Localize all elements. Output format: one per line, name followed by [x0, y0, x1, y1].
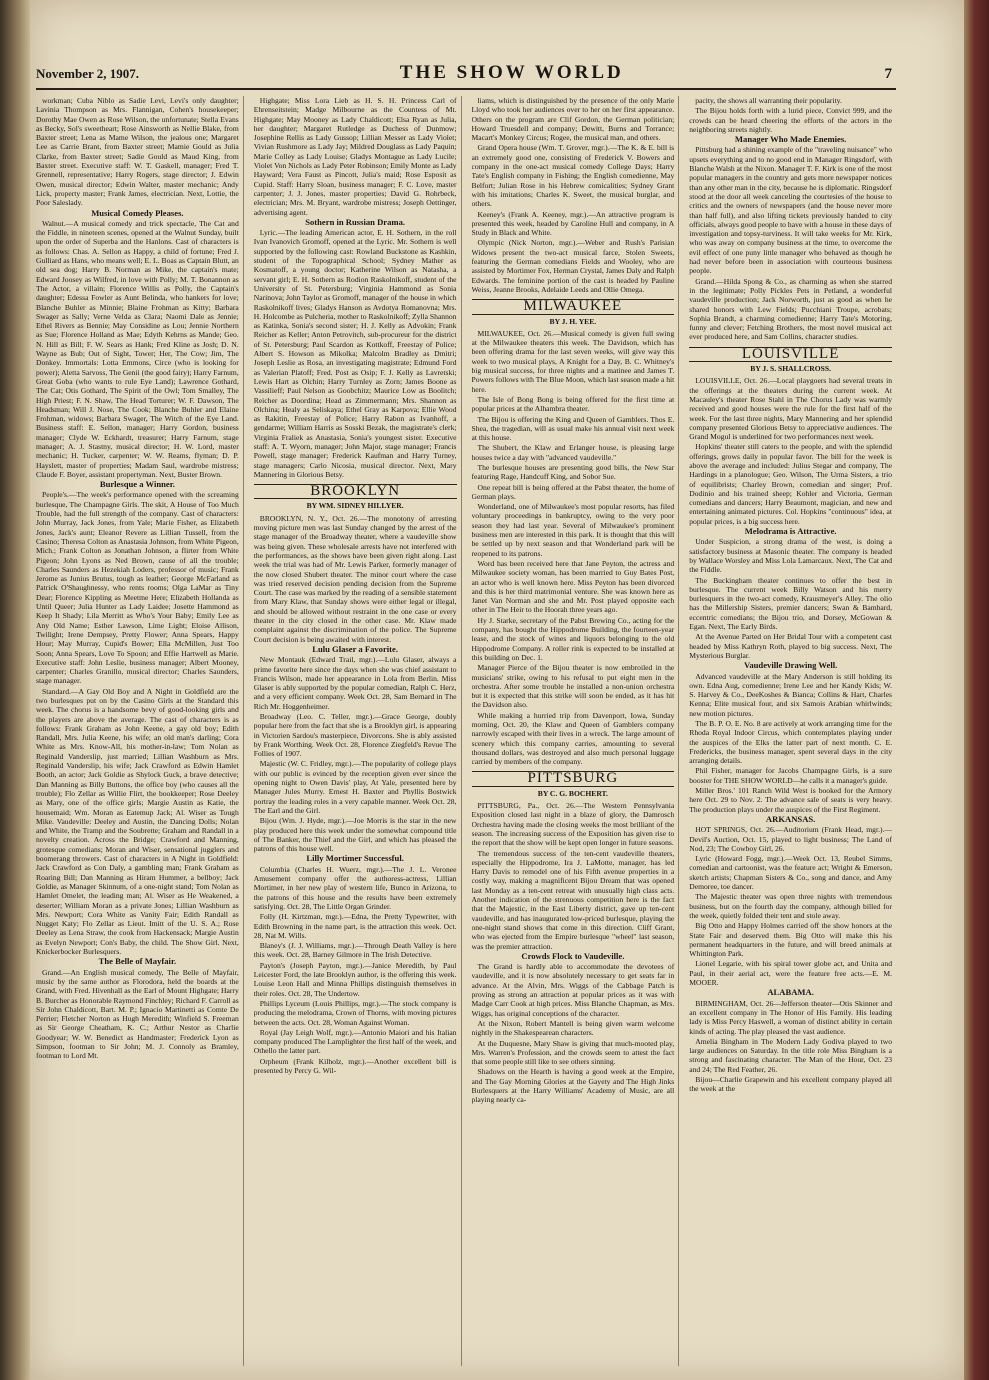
newspaper-page: [30, 0, 964, 1380]
page-number: 7: [884, 66, 892, 82]
byline: BY J. H. YEE.: [549, 316, 597, 326]
paragraph: Phil Fisher, manager for Jacobs Champagne Girls, is a sure booster for THE SHOW WORLD—he calls it a manager's guide.: [689, 766, 892, 785]
paragraph: pacity, the shows all warranting their popularity.: [695, 96, 842, 105]
paragraph: The Isle of Bong Bong is being offered for the first time at popular prices at the Alhambra theater.: [471, 394, 675, 414]
column-1: [36, 96, 244, 1366]
paper-title: THE SHOW WORLD: [399, 62, 624, 83]
subheading: Burlesque a Winner.: [99, 479, 175, 490]
paragraph: Royal (Jay Leigh Wolf, mgr.).—Antonio Maiori and his Italian company produced The Lamplighter the first half of the week, and Othello the latter part.: [253, 1027, 457, 1056]
paragraph: Bijou (Wm. J. Hyde, mgr.).—Joe Morris is the star in the new play produced here this week under the somewhat compound title of The Banker, the Thief and the Girl, and which has pleased the patrons of this house well.: [253, 816, 457, 854]
paragraph: BIRMINGHAM, Oct. 26—Jefferson theater—Otis Skinner and an excellent company in The Honor of His Family. His leading lady is Miss Percy Haswell, a woman of distinct ability in certain kinds of acting. The play pleased the vast audience.: [689, 998, 892, 1036]
paragraph: Bijou—Charlie Grapewin and his excellent company played all the week at the: [689, 1074, 892, 1094]
paragraph: Lyric (Howard Fogg, mgr.).—Week Oct. 13, Reubel Simms, comedian and cartoonist, was the feature act; Wright & Emerson, sketch artists; Chapman Sisters & Co., song and dance, and Amy Demoree, toe dancer.: [689, 854, 892, 892]
subheading: Melodrama is Attractive.: [744, 526, 837, 537]
paragraph: The Grand is hardly able to accommodate the devotees of vaudeville, and it is now absolutely necessary to get seats far in advance. At the Alvin, Mrs. Wiggs of the Cabbage Patch is proving as strong an attraction at popular prices as it was with Madge Carr Cook at high prices. Miss Blanche Chapman, as Mrs. Wiggs, has original conceptions of the character.: [471, 962, 675, 1018]
paragraph: Majestic (W. C. Fridley, mgr.).—The popularity of college plays with our public is evinced by the reception given ever since the opening night to Owen Davis' play, At Yale, presented here by Manager Jules Murry. Ernest H. Baxter and Phyllis Bostwick portray the leading roles in a very capable manner. Week Oct. 28, The Earl and the Girl.: [253, 759, 457, 815]
paragraph: Orpheum (Frank Kilholz, mgr.).—Another excellent bill is presented by Percy G. Wil-: [253, 1056, 457, 1075]
paragraph: At the Avenue Parted on Her Bridal Tour with a competent cast headed by Miss Kathryn Roth, played to big success. Next, The Mysterious Burglar.: [689, 632, 892, 660]
subheading: Vaudeville Drawing Well.: [743, 660, 838, 671]
book-spine: [0, 0, 30, 1380]
section-heading-milwaukee: MILWAUKEE: [472, 299, 675, 314]
byline: BY J. S. SHALLCROSS.: [750, 364, 831, 374]
article-columns: [36, 96, 896, 1366]
paragraph: Lionel Legarie, with his spiral tower globe act, and Unita and Paul, in their aerial act, were the feature free acts.—E. M. MOOER.: [689, 959, 892, 988]
subheading: Musical Comedy Pleases.: [91, 207, 184, 218]
paragraph: One repeat bill is being offered at the Pabst theater, the home of German plays.: [471, 482, 675, 501]
paragraph: The Bijou is offering the King and Queen of Gamblers. Thos E. Shea, the tragedian, will as usual make his annual visit next week at this house.: [471, 414, 675, 443]
paragraph: The Bijou holds forth with a lurid piece, Convict 999, and the crowds can be heard cheering the efforts of the actors in the neighboring streets nightly.: [689, 106, 892, 134]
paragraph: People's.—The week's performance opened with the screaming burlesque, The Champagne Girls. The skit, A House of Too Much Trouble, had the full strength of the company. Cast of characters: John Murray, Jack Jones, from Yale; Marie Fisher, as Elizabeth Jones, Jack's aunt; Eleanor Revere as Lillian Tussell, from the Casino; Theresa Colton as Anastasia Johnson, from White Pigeon, Mich.; Frank Colton as Jonathan Johnson, a flirter from White Pigeon; John Lyons as Ned Brown, cause of all the trouble; Charles Saunders as Hezekiah Loders, professor of music; Frank Jerome as Junius Brutus, tough as leather; George McFarland as Patrick O'Shaughnessy, who rents rooms; Olga LaMar as Tiny Dear; Florence Kippling as Meetme Here; Elizabeth Hollanda as Until Queer; Julia Hunter as Lady Laidee; Josette Hammond as Keep It Shady; Lila Merritt as Who's Your Baby; Emily Lee as Any Old Name; Esther Lawson, Lime Light; Eloise Allison, Twilight; Irene Dempsey, Pretty Flower; Anna Spears, Happy Hour; May Murray, Cupid's Bower; Ella McMillen, Just Too Soon; Anna Spears, Love To Spoon; and Effie Hartwell as Marie. Executive staff: John Leslie, business manager; Albert Mooney, carpenter; Charles Granillo, musical director; Charles Saunders, stage manager.: [36, 490, 239, 686]
column-2: [254, 96, 462, 1366]
paragraph: Payton's (Joseph Payton, mgr.).—Janice Meredith, by Paul Leicester Ford, the late Brooklyn author, is the offering this week. Louise Leon Hall and Minna Phillips distinguish themselves in their roles. Oct. 28, The Undertow.: [253, 960, 457, 998]
subheading: Lulu Glaser a Favorite.: [312, 643, 399, 654]
paragraph: LOUISVILLE, Oct. 26.—Local playgoers had several treats in the offerings at the theaters during the current week. At Macauley's theater Rose Stahl in The Chorus Lady was warmly received and good houses were the rule for the first half of the week. For the last three nights, Mary Mannering and her splendid company presented Glorious Betsy to appreciative audiences. The Grand Mogul is underlined for two performances next week.: [689, 376, 892, 442]
paragraph: Keeney's (Frank A. Keeney, mgr.).—An attractive program is presented this week, headed by Caroline Hull and company, in A Study in Black and White.: [471, 209, 675, 238]
paragraph: Advanced vaudeville at the Mary Anderson is still holding its own. Edna Aug, comedienne; Irene Lee and her Kandy Kids; W. S. Harvey & Co., DeeKoshes & Bianca; Collins & Hart, Charles Kenna; Elite musical four, and six Samois Arabian whirlwinds; new motion pictures.: [689, 671, 892, 718]
paragraph: Grand.—Hilda Spong & Co., as charming as when she starred in the legitimate; Polly Pickles Pets in Petland, a wonderful vaudeville production; Jack Norworth, just as good as when he shared honors with Lew Fields; Pucchiani Troupe, acrobats; Sophia Brandt, a charming comedienne; Harry Tate's Motoring, funny and clever; Fetching Brothers, the most novel musical act ever produced here, and Sam Collins, character studies.: [689, 276, 892, 342]
paragraph: Standard.—A Gay Old Boy and A Night in Goldfield are the two burlesques put on by the Casino Girls at the Standard this week. The chorus is a handsome bevy of good-looking girls and the players are above the average. The cast of characters is as follows: Frank Graham as John Keene, a gay old boy; Edith Randall, Mrs. Julia Keene, his wife; an old man's darling; Cora White as Mrs. Know-All, his mother-in-law; Tom Nolan as Reginald Vanderslip, just married; Lillian Washburn as Mrs. Reginald Vanderslip, his wife; Jack Crawford as Edwin Hamlet Booth, an actor; Jack Goldie as Shylock Guck, a brave detective; Dan Manning as Billy Buttons, the office boy (who causes all the trouble); Flo Zellar as Willie Flirt, the bookkeeper; Rose Deeley as Mary, one of the office girls; Margie Austin as Katie, the housemaid; Wm. Moran as Eatemup Jack; Al. Wiser as Tough Mike. Vaudeville: Deeley and Austin, the Dancing Dolls; Nolan and White, the Tramp and the Soubrette; Graham and Randall in a novelty creation. Across the Bridge; Crawford and Manning, grotesque comedians; Moran and Wiser, sensational jugglers and boomerang throwers. Cast of characters in A Night in Goldfield: Jack Crawford as Con Daly, a gambling man; Frank Graham as Roaring Bill; Dan Manning as Hiram Hummer, a bellboy; Jack Goldie, as Manager Skinnum, of a one-night stand; Tom Nolan as Hamlet Omelet, the leading man; Al. Wiser as He Weakened, a deserter; William Moran as a private Jones; Lillian Washburn as Mrs. Newport; Cora White as Vanity Fair; Edith Randall as Nugget Katy; Flo Zellar as Lieut. Imitt of the U. S. A.; Rose Deeley as Lena Straw, the cook from Hackensack; Margie Austin as Evelyn Newport; Con's Baby, the child. The Show Girl. Next, Knickerbocker Burlesquers.: [36, 686, 239, 957]
paragraph: MILWAUKEE, Oct. 26.—Musical comedy is given full swing at the Milwaukee theaters this week. The Davidson, which has been offering drama for the last seven weeks, will give way this week to two musical plays, A Knight for a Day, B. C. Whitney's big musical success, for three nights and a matinee and James T. Powers follows with The Blue Moon, which last season made a hit here.: [471, 328, 675, 394]
subheading: The Belle of Mayfair.: [98, 956, 177, 967]
paragraph: Wonderland, one of Milwaukee's most popular resorts, has filed voluntary proceedings in bankruptcy, owing to the very poor season they had last year. Several of Milwaukee's prominent business men are interested in this park. It is thought that this will be settled up by next season and that Wonderland park will be reopened to its patrons.: [471, 502, 675, 558]
paragraph: Big Otto and Happy Holmes carried off the show honors at the State Fair and deserved them. Big Otto will make this his permanent headquarters in the future, and will breed animals at Whittington Park.: [689, 921, 892, 959]
paragraph: Grand Opera house (Wm. T. Grover, mgr.).—The K. & E. bill is an extremely good one, consisting of Frederick V. Bowers and company in the one-act musical comedy College Days; Harry Tate's English company in Fishing; the English comedienne, May Belfort; Julian Rose in his Hebrew comicalities; Sydney Grant with his imitations; Charles K. Sweet, the musical burglar, and others.: [471, 143, 675, 209]
paragraph: At the Duquesne, Mary Shaw is giving that much-mooted play, Mrs. Warren's Profession, and the crowds seem to attest the fact that some people still like to see others sinning.: [471, 1038, 675, 1067]
paragraph: At the Nixon, Robert Mantell is being given warm welcome nightly in the Shakespearean characters.: [471, 1018, 675, 1038]
subheading: Sothern in Russian Drama.: [305, 216, 406, 227]
paragraph: BROOKLYN, N. Y., Oct. 26.—The monotony of arresting moving picture men was last Sunday changed by the arrest of the stage manager of the Broadway theater, where a vaudeville show was being given. These wholesale arrests have not interfered with the performances, as the shows have been given right along. Last week the trial was had of Mr. Lewis Parker, formerly manager of the now closed Shubert theater. The minor court where the case was tried reserved decision pending decision from the Supreme Court. The case was marked by the reading of a sensible statement from Mary Klaw, that Sunday shows were either legal or illegal, and should be allowed without restraint in the one case or every theater in the city closed in the other case. Mr. Klaw made complaint against the discrimination of the police. The Supreme Court decision is being awaited with interest.: [253, 513, 457, 644]
paragraph: Folly (H. Kirtzman, mgr.).—Edna, the Pretty Typewriter, with Edith Browning in the name part, is the attraction this week. Oct. 28, Nat M. Wills.: [253, 912, 457, 940]
paragraph: Pittsburg had a shining example of the "traveling nuisance" who upsets everything and to no good end in Manager Ringsdorf, with Blanche Walsh at the Nixon. Manager T. F. Kirk is one of the most popular managers in the country and gets more newspaper notices than any other man in the city, because he is diplomatic. Ringsdorf stood at the door all week canceling the courtesies of the house to critics and the owners of newspapers (and the house never more than half full), and also lifting tickets previously handed to city officials, always good people to have with a house in these days of investigation and topsy-turviness. It will take weeks for Mr. Kirk, who was away on company business at the time, to overcome the evil effect of one puny little manager who behaved as though he had never before been in association with courteous business people.: [689, 145, 892, 276]
paragraph: The Buckingham theater continues to offer the best in burlesque. The current week Billy Watson and his merry burlesquers in the two-act comedy, Krausmeyer's Alley. The olio has the Millership Sisters, premier dancers; Swan & Bambard, eccentric comedians; the Bijou trio, and Dorsey, McGowan & Egan. Next, The Early Birds.: [689, 575, 892, 632]
paragraph: Broadway (Leo. C. Teller, mgr.).—Grace George, doubly popular here from the fact that she is a Brooklyn girl, is appearing in Victorien Sardou's masterpiece, Divorcons. She is ably assisted by Frank Worthing. Week Oct. 28, Florence Ziegfeld's Revue The Follies of 1907.: [253, 712, 457, 759]
paragraph: The Shubert, the Klaw and Erlanger house, is pleasing large houses twice a day with "advanced vaudeville.": [471, 443, 675, 462]
paragraph: The tremendous success of the ten-cent vaudeville theaters, especially the Hippodrome, Ira J. LaMotte, manager, has led Harry Davis to remodel one of his Fifth avenue properties in a costly way, making a magnificent Bijou Dream that was opened last Monday as a ten-cent retreat with unusually high class acts. Another indication of the strenuous competition here is the fact that the Majestic, in the East Liberty district, gave up ten-cent vaudeville, and has inaugurated low-priced burlesque, playing the one-night stand shows that come in this direction. Cliff Grant, who was ejected from the Empire burlesque "wheel" last season, was the premier attraction.: [471, 848, 675, 951]
byline: BY C. G. BOCHERT.: [537, 788, 608, 798]
section-heading-pittsburg: PITTSBURG: [472, 771, 675, 786]
paragraph: Manager Pierce of the Bijou theater is now embroiled in the musicians' strike, owing to his refusal to put eight men in the orchestra. After some trouble he installed a non-union orchestra but it is expected that this strike will soon be ended, as it has hit the Davidson also.: [471, 663, 675, 710]
paragraph: The Majestic theater was open three nights with tremendous business, but on the fourth day the company, although billed for the week, quietly folded their tent and stole away.: [689, 892, 892, 920]
paragraph: Blaney's (J. J. Williams, mgr.).—Through Death Valley is here this week. Oct. 28, Barney Gilmore in The Irish Detective.: [253, 941, 457, 960]
paragraph: The B. P. O. E. No. 8 are actively at work arranging time for the Rhoda Royal Indoor Circus, which contemplates playing under the auspices of the Elks the latter part of next month. C. E. Fredericks, the business manager, spent several days in the city arranging details.: [689, 719, 892, 766]
subheading: Lilly Mortimer Successful.: [306, 853, 404, 864]
paragraph: liams, which is distinguished by the presence of the only Marie Lloyd who took her audiences over to her on her first appearance. Others on the program are Clif Gordon, the German politician; Howard Truesdell and company; Dewitt, Burns and Torrance; Macart's Monkey Circus; Rogee, the musical man, and others.: [471, 96, 675, 143]
issue-date: November 2, 1907.: [36, 66, 140, 81]
paragraph: Hopkins' theater still caters to the people, and with the splendid offerings, grows daily in popular favor. The bill for the week is above the average and included: Julius Stegar and company, The Hardings in a planologue; Geo. Wilson, The Urma Sisters, a trio of equilibrists; Charley Brown, comedian and singer; Prof. Dodinio and his trained sheep; Kohler and Victoria, German comedians and dancers; Harry Beaumont, magician, and new and entertaining animated pictures. Col. Hopkins "continuous" idea, at popular prices, is a big success here.: [689, 442, 892, 526]
paragraph: Grand.—An English musical comedy, The Belle of Mayfair, music by the same author as Florodora, held the boards at the Grand, with Fred. Hivenhall as the Earl of Mount Highgate; Harry B. Burcher as Honorable Raymond Finchley; Richard F. Carroll as Sir John Chaldicott, Bart. M. P.; Ignacio Martinetti as Comte De Perrier; Fletcher Norton as Hugh Meredith; Winfield S. Freeman as Sir George Cheatham, K. C.; Arthur Nestor as Charlie Goodyear; W. W. Benedict as Handmaster; Frederick Lyon as Simpson, footman to Sir John; M. J. Connoly as Bramley, footman to Lord Mt.: [36, 967, 239, 1061]
paragraph: Word has been received here that Jane Peyton, the actress and Milwaukee society woman, has been married to Guy Bates Post, an actor who is well known here. Miss Peyton has been divorced and this is her third matrimonial venture. She was known here as Janet Van Norman and she and Mr. Post played opposite each other in The Heir to the Hoorah three years ago.: [471, 558, 675, 615]
masthead: [36, 62, 896, 90]
paragraph: Hy J. Starke, secretary of the Pabst Brewing Co., acting for the company, has bought the Hippodrome Building, the fourteen-year lease, and the stock of wines and liquors belonging to the old Hippodrome Company. A roller rink is expected to be installed at this building on Dec. 1.: [471, 615, 675, 662]
paragraph: HOT SPRINGS, Oct. 26.—Auditorium (Frank Head, mgr.).—Devil's Auction, Oct. 15, played to light business; The Land of Nod, 23; The Cowboy Girl, 26.: [689, 825, 892, 853]
paragraph: workman; Cuba Niblo as Sadie Levi, Levi's only daughter; Lavinia Thompson as Mrs. Flannigan, Cohen's housekeeper; Dorothy Mae Owen as Rose Wilson, the unfortunate; Stella Evans as Becky, Sol's sweetheart; Rose Ainsworth as Nellie Blake, from Baxter street; Lena as Mame Wilson, the jealous one; Margaret Lee as Carrie Brant, from Baxter street; Mamie Gould as Julia Clarke, from Baxter street; Sadie Gould as Maud King, from Baxter street. Executive staff: W. T. Gaskell, manager; Fred T. Grennell, representative; Harry Rogers, stage director; J. Edwin Owen, musical director; Edwin Walter, master mechanic; Andy Lick, property master; Frank James, electrician. Next, Lottie, the Poor Saleslady.: [36, 96, 239, 208]
paragraph: Shadows on the Hearth is having a good week at the Empire, and The Gay Morning Glories at the Gayety and The High Jinks Burlesquers at the Harry Williams' Academy of Music, are all playing nearly ca-: [471, 1067, 675, 1105]
paragraph: Olympic (Nick Norton, mgr.).—Weber and Rush's Parisian Widows present the two-act musical farce, Stolen Sweets, featuring the German comedians Fields and Wooley, who are assisted by Mortimer Fox, Herman Crystal, James Daly and Ralph Edwards. The feminine portion of the cast is headed by Pauline Weiss, Jeanne Brooks, Adelaide Leeds and Ollie Omega.: [471, 238, 675, 294]
paragraph: Lyric.—The leading American actor, E. H. Sothern, in the roll Ivan Ivanovich Gromoff, opened at the Lyric. Mr. Sothern is well supported by the following cast: Rowland Buckstone as Kashkin, student of the Topographical School; Sydney Mather as Kosmatoff, a young doctor; Katherine Wilson as Natasha, a servant girl; E. H. Sothern as Rodion Raskolnikoff, student of the University of St. Petersburg; Virginia Hammond as Sonia Narinova; John Taylor as Gromoff, manager of the house in which Raskolnikoff lives; Gladys Hanson as Avdotya Romanovna; Mrs. H. Holcombe as Pulcheria, mother to Raskolnikoff; Zylla Shannon as Katinka, Sonia's second sister; H. J. Kelly as Advokin; Frank Reicher as Keller; Anton Petrovitch, sub-procureur for the district of St. Petersburg; Paul Scardon as Kottkoff, Freestay of Police; Albert S. Howson as Mikolka; Malcolm Bradley as Dmitri; Joseph Leslie as Rosa, an investigating magistrate; Edmund Ford as Valerian Platoff; Fred. Post as Osip; F. J. Kelly as Lavretski; Lewis Hart as Olchin; Harry Turnley as Zorn; James Boone as Vassilieff; Paul Nelson as Goobchitz; Maurice Low as Boolitch; Reicher as Doordina; Head as Zimmermann; Mrs. Shannon as Olchina; Healy as Seliskaya; Ethel Gray as Karpova; Ellie Wood as Rakitin, Freestay of Police; Harry Rabon as Ivanhoff, a gendarme; William Harris as Sosski Bezak, the magistrate's clerk; Virginia Fraliek as Anastasia, Sonia's youngest sister. Executive staff: A. T. Wyorn, manager; John Major, stage manager; Francis Powell, stage manager; Frederick Kaufman and Harry Turney, stage managers; Carlo Nicosia, musical director. Next, Mary Mannering in Glorious Betsy.: [253, 228, 457, 479]
column-3: [472, 96, 680, 1366]
paragraph: The burlesque houses are presenting good bills, the New Star featuring Rage, Handcuff King, and Sobor Sue.: [471, 462, 675, 482]
paragraph: While making a hurried trip from Davenport, Iowa, Sunday morning, Oct. 20, the Klaw and Queen of Gamblers company narrowly escaped with their lives in a wreck. The large amount of scenery which this company carries, amounting to several thousand dollars, was destroyed and also much personal luggage carried by members of the company.: [471, 710, 675, 767]
column-4: [689, 96, 896, 1366]
subheading: Manager Who Made Enemies.: [734, 134, 847, 145]
section-heading-brooklyn: BROOKLYN: [254, 484, 457, 499]
section-heading-arkansas: ARKANSAS.: [765, 813, 816, 824]
paragraph: New Montauk (Edward Trail, mgr.).—Lulu Glaser, always a prime favorite here since the days when she was chief assistant to Francis Wilson, made her appearance in Lola from Berlin. Miss Glaser is ably supported by the popular comedian, Ralph C. Herz, and a very efficient company. Week Oct. 28, Sam Bernard in The Rich Mr. Hoggenheimer.: [253, 655, 457, 711]
subheading: Crowds Flock to Vaudeville.: [521, 950, 625, 961]
book-edge: [964, 0, 989, 1380]
paragraph: Amelia Bingham in The Modern Lady Godiva played to two large audiences on Saturday. In the title role Miss Bingham is a strong and fascinating character. The Man of the Hour, Oct. 23 and 24; The Red Feather, 26.: [689, 1036, 892, 1074]
paragraph: Phillips Lyceum (Louis Phillips, mgr.).—The stock company is producing the melodrama, Crown of Thorns, with moving pictures between the acts. Oct. 28, Woman Against Woman.: [253, 998, 457, 1027]
section-heading-louisville: LOUISVILLE: [689, 347, 892, 362]
paragraph: PITTSBURG, Pa., Oct. 26.—The Western Pennsylvania Exposition closed last night in a blaze of glory, the Damrosch Orchestra having made the closing weeks the most brilliant of the season. The increasing success of the Exposition has given rise to the report that the show will be kept open longer in future seasons.: [471, 801, 675, 848]
byline: BY WM. SIDNEY HILLYER.: [306, 501, 404, 511]
paragraph: Under Suspicion, a strong drama of the west, is doing a satisfactory business at Masonic theater. The company is headed by Wallace Worsley and Miss Lola Lamarcaux. Next, The Cat and the Fiddle.: [689, 537, 892, 575]
paragraph: Columbia (Charles H. Wuerz, mgr.).—The J. L. Veronee Amusement company offer the authoress-actress, Lillian Mortimer, in her new play of western life, Bunco in Arizona, to the patrons of this house and the results have been extremely satisfying. Oct. 28, The Little Organ Grinder.: [253, 864, 457, 911]
paragraph: Miller Bros.' 101 Ranch Wild West is booked for the Armory here Oct. 29 to Nov. 2. The advance sale of seats is very heavy. The production plays under the auspices of the First Regiment.: [689, 786, 892, 814]
paragraph: Highgate; Miss Lora Lieb as H. S. H. Princess Carl of Ehrenseitstein; Madge Milbourne as the Countess of Mt. Highgate; May Mooney as Lady Chaldicott; Elsa Ryan as Julia, her daughter; Margaret Rutledge as Duchess of Dunmow; Josephine Rellis as Lady Gussop; Lillian Messer as Lady Violet; Vivian Rushmore as Lady Jay; Mildred Douglass as Lady Paquin; Marie Colley as Lady Louise; Gladys Montague as Lady Lucile; Violet Von Nichols as Lady Peter Robinson; Emily Monte as Lady Hayward; Vera Faust as Pincott, Julia's maid; Rose Esposit as Cupid. Staff: Harry Sloan, business manager; F. C. Love, master carpenter; J. J. Jones, master properties; David G. Rohrbeck, electrician; Mrs. M. Bryant, wardrobe mistress; Joseph Oettinger, advertising agent.: [253, 96, 457, 217]
paragraph: Walnut.—A musical comedy and trick spectacle, The Cat and the Fiddle, in nineteen scenes, opened at the Walnut Sunday, built upon the order of Superba and the Hanlons. Cast of characters is as follows: Chas. A. Sellon as Happy, a child of fortune; Fred J. Gulliard as Hans, who means well; E. L. Boas as Captain Blutt, an old sea dog; Harry B. Norman as Mike, the captain's mate; Edward Joosey as Wilfred, in love with Polly; M. T. Bonannon as The Actor, a villain; Florence Willis as Polly, the Captain's daughter; Edessa Fowler as Aunt Belinda, who hankers for love; Blanche Buhler as Minnie; Blaine Frohman as Kitty; Barbara Swager as Sally; Verne Velda as Clara; Naomi Dale as Jennie; Ethel Rivers as Bennie; May Considine as Lou; Jennie Northern as Sue; Florence Holland as Mae; Edyth Kehrns as Mande; Geo. N. Hill as Bill; F. W. Sears as Hank; Fred Kline as Josh; D. N. Wayne as Bub; Out of Sight, Tower; Her, The Cow; Jim, The Donkey. Immortals: Lotta Emmons, Circe (who is looking for power); Aletta Sarvoss, The Genii (the good fairy); Harry Farnum, Great Goba (who wants to rule Eye Land); Lawrence Gothard, The Cat; Otis Gothard, The Spirit of the Owl; Tom Smalley, The High Priest; F. N. Shaw, The Head Torturer; W. F. Dawson, The Headsman; Will J. Nose, The Cook; Blanche Buhler and Elaine Frohman, widows; Barbara Swager, The Witch of the Eye Land. Business staff: E. Sellon, manager; Harry Gordon, business manager; Clyde W. Eckhardt, treasurer; Harry Farnum, stage manager; A. J. Stastny, musical director; H. W. Lord, master mechanic; H. Tucker, carpenter; W. W. Reams, flyman; D. P. Hayslett, master of properties; Madam Saul, wardrobe mistress; Claude F. Boyer, assistant propertyman. Next, Buster Brown.: [36, 218, 239, 479]
section-heading-alabama: ALABAMA.: [767, 987, 814, 998]
